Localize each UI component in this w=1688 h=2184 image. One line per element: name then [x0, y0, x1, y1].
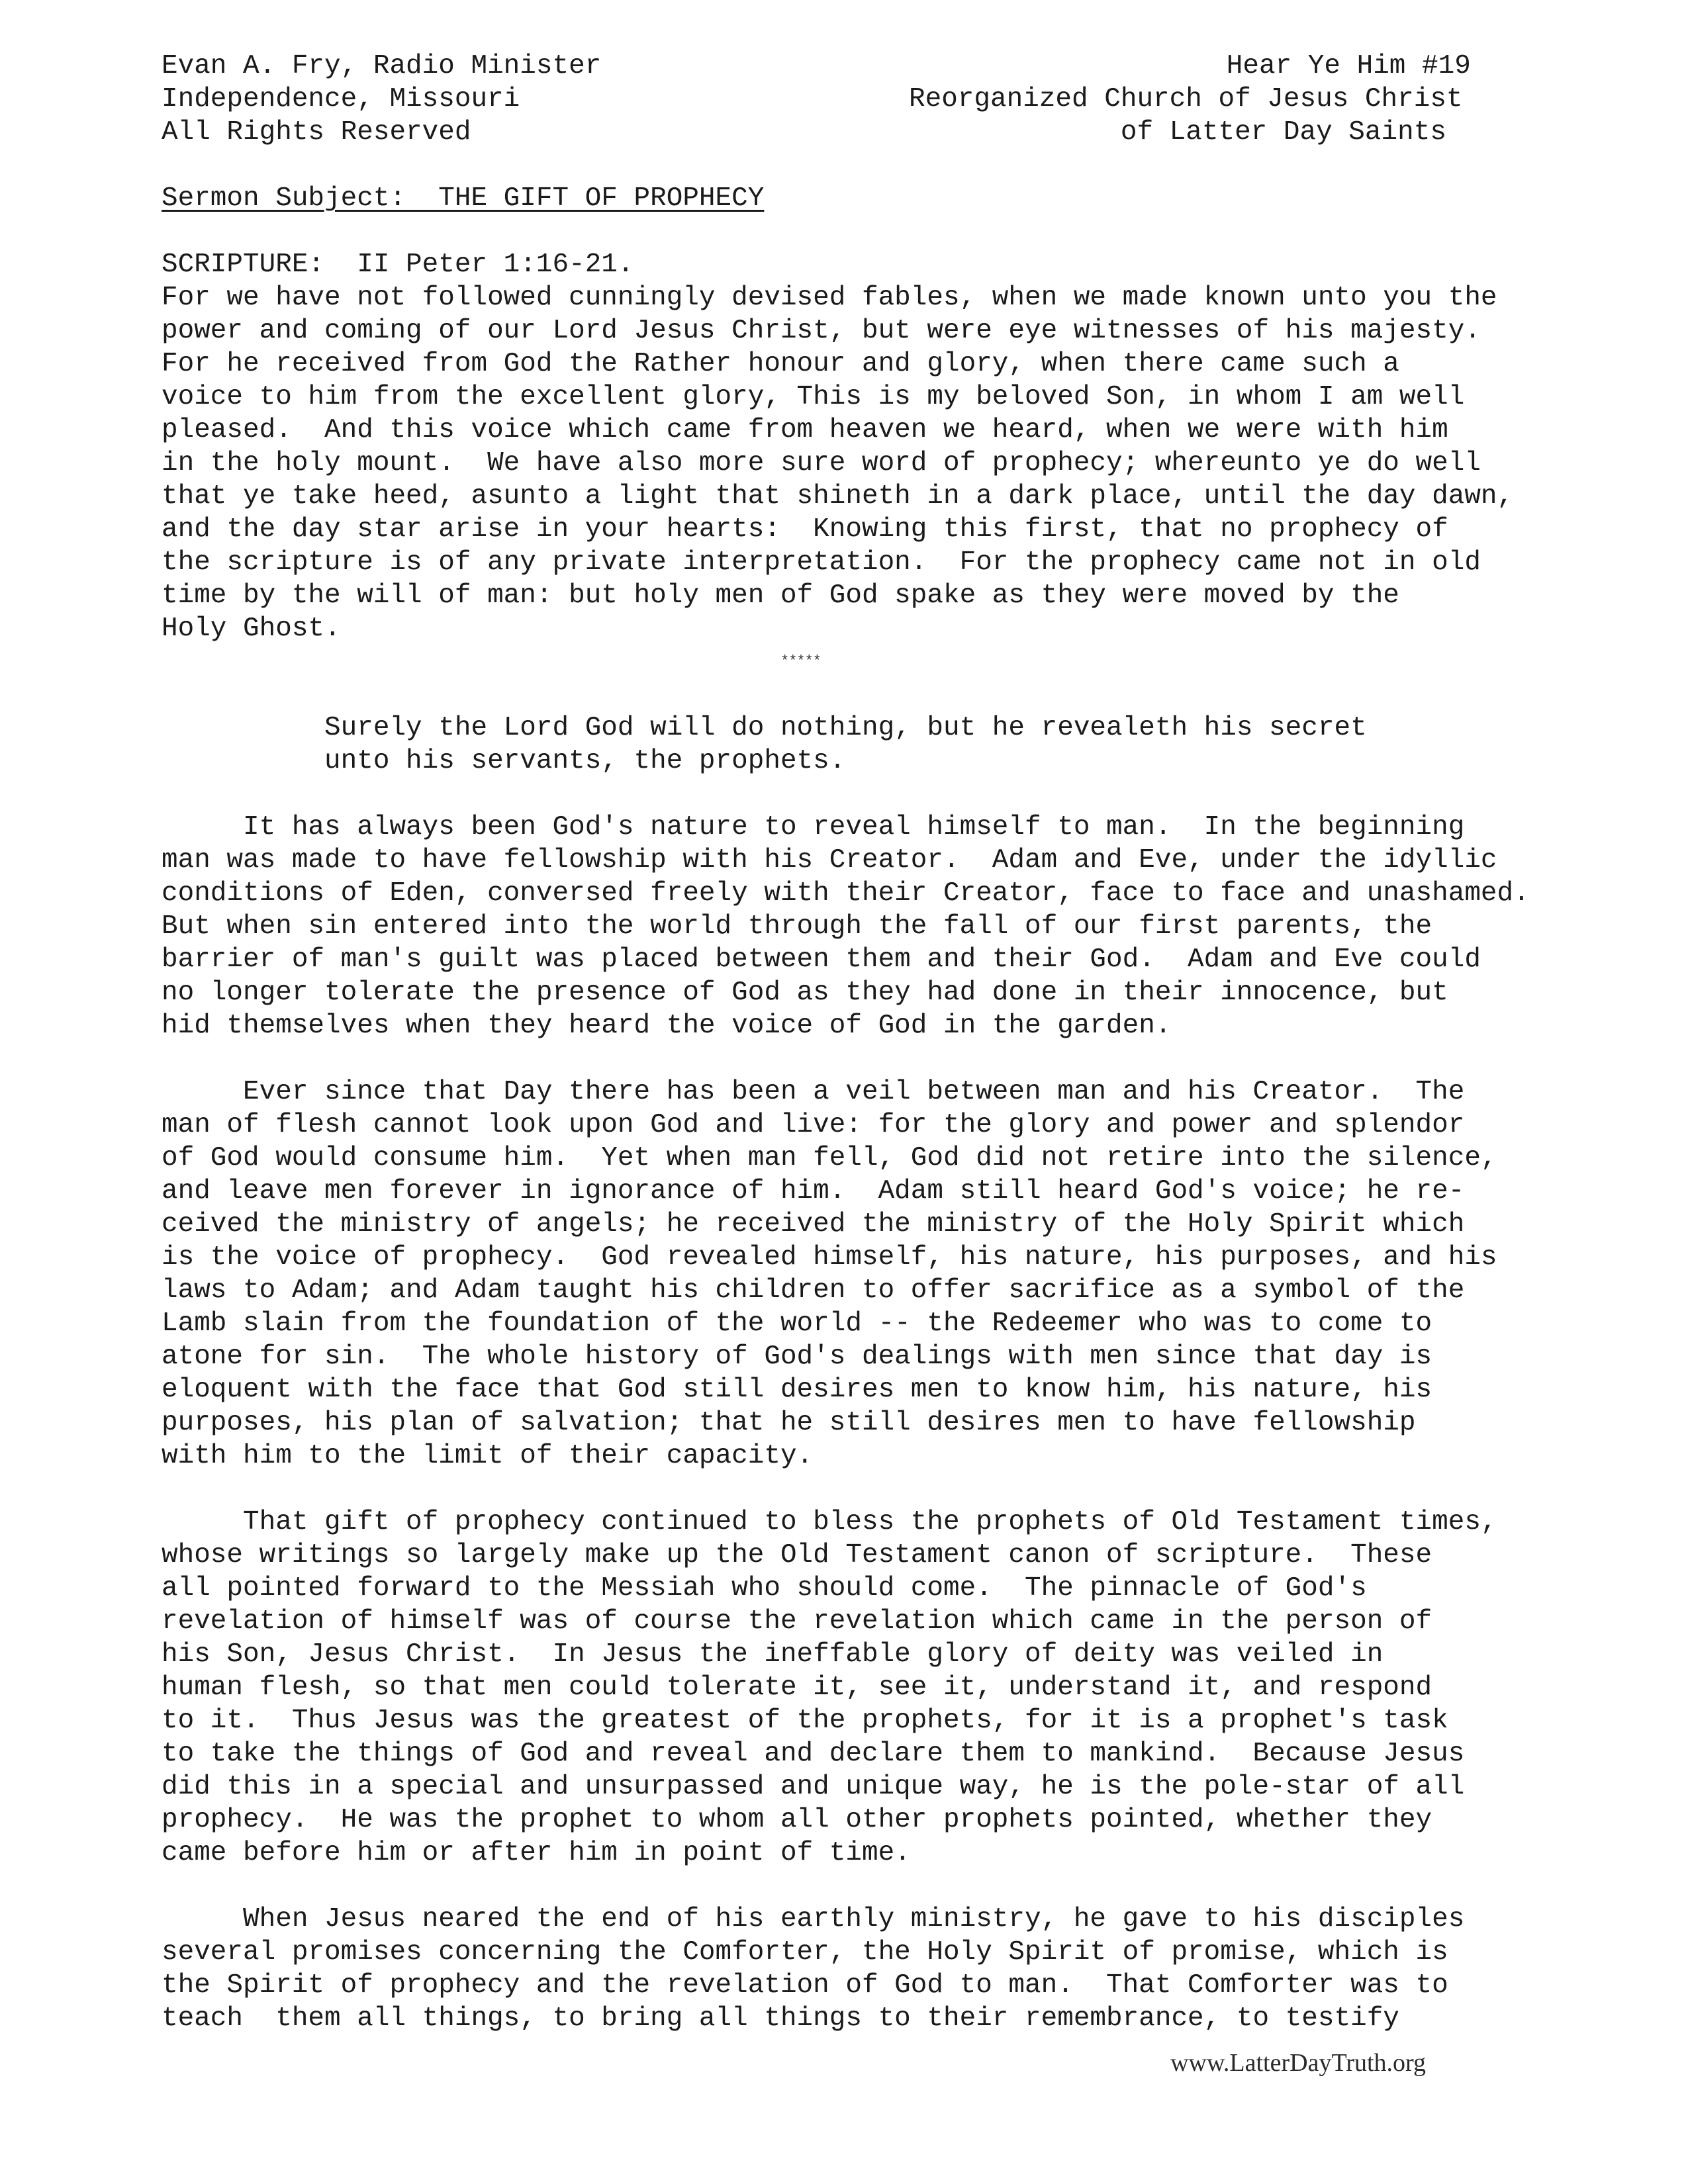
paragraph-line: When Jesus neared the end of his earthly ministry, he gave to his disciples — [243, 1904, 1465, 1934]
sermon-subject-text: Sermon Subject: THE GIFT OF PROPHECY — [162, 183, 765, 214]
paragraph-4 — [162, 1903, 1585, 2035]
paragraph-1 — [162, 811, 1585, 1042]
paragraph-line: several promises concerning the Comforter, the Holy Spirit of promise, which is — [162, 1937, 1448, 1968]
scripture-passage — [162, 281, 1585, 645]
paragraph-line: no longer tolerate the presence of God as they had done in their innocence, but — [162, 978, 1448, 1008]
scripture-line: that ye take heed, asunto a light that shineth in a dark place, until the day dawn, — [162, 481, 1514, 512]
blank-line — [162, 778, 1585, 811]
document-header — [162, 50, 1585, 149]
paragraph-line: to it. Thus Jesus was the greatest of the prophets, for it is a prophet's task — [162, 1706, 1448, 1736]
paragraph-line: barrier of man's guilt was placed between them and their God. Adam and Eve could — [162, 944, 1481, 975]
paragraph-line: conditions of Eden, conversed freely with their Creator, face to face and unashamed. — [162, 878, 1530, 909]
scripture-line: For he received from God the Rather honour and glory, when there came such a — [162, 349, 1399, 379]
paragraph-line: prophecy. He was the prophet to whom all other prophets pointed, whether they — [162, 1805, 1432, 1835]
scripture-line: Holy Ghost. — [162, 614, 341, 644]
series-line: Reorganized Church of Jesus Christ — [909, 84, 1463, 114]
scripture-line: power and coming of our Lord Jesus Christ, but were eye witnesses of his majesty. — [162, 316, 1481, 346]
document-page — [162, 50, 1585, 2035]
paragraph-line: teach them all things, to bring all things to their remembrance, to testify — [162, 2003, 1399, 2034]
paragraph-line: is the voice of prophecy. God revealed himself, his nature, his purposes, and his — [162, 1242, 1497, 1273]
paragraph-line: man was made to have fellowship with his Creator. Adam and Eve, under the idyllic — [162, 845, 1497, 876]
blank-line — [162, 1473, 1585, 1506]
paragraph-line: laws to Adam; and Adam taught his children to offer sacrifice as a symbol of the — [162, 1275, 1465, 1306]
paragraph-line: atone for sin. The whole history of God's dealings with men since that day is — [162, 1342, 1432, 1372]
author-block — [162, 50, 601, 149]
paragraph-line: did this in a special and unsurpassed and unique way, he is the pole-star of all — [162, 1772, 1465, 1802]
author-line: Independence, Missouri — [162, 84, 520, 114]
paragraph-line: But when sin entered into the world through the fall of our first parents, the — [162, 911, 1432, 942]
paragraph-line: whose writings so largely make up the Old Testament canon of scripture. These — [162, 1540, 1432, 1570]
scripture-line: the scripture is of any private interpretation. For the prophecy came not in old — [162, 547, 1481, 578]
author-line: All Rights Reserved — [162, 117, 471, 148]
paragraph-line: of God would consume him. Yet when man fell, God did not retire into the silence, — [162, 1143, 1497, 1173]
paragraph-line: man of flesh cannot look upon God and live: for the glory and power and splendor — [162, 1110, 1465, 1140]
paragraph-2 — [162, 1075, 1585, 1473]
paragraph-3 — [162, 1506, 1585, 1870]
scripture-line: For we have not followed cunningly devised fables, when we made known unto you the — [162, 283, 1497, 313]
author-line: Evan A. Fry, Radio Minister — [162, 51, 602, 81]
blank-line — [162, 149, 1585, 182]
paragraph-line: the Spirit of prophecy and the revelation of God to man. That Comforter was to — [162, 1970, 1448, 2001]
scripture-reference: SCRIPTURE: II Peter 1:16-21. — [162, 250, 634, 280]
footer-url: www.LatterDayTruth.org — [1170, 2049, 1426, 2077]
series-line: Hear Ye Him #19 — [1226, 51, 1471, 81]
blank-line — [162, 1042, 1585, 1075]
scripture-line: and the day star arise in your hearts: Knowing this first, that no prophecy of — [162, 514, 1448, 545]
scripture-line: time by the will of man: but holy men of God spake as they were moved by the — [162, 580, 1399, 611]
quote-line: unto his servants, the prophets. — [324, 746, 846, 776]
section-separator: ***** — [780, 653, 821, 670]
paragraph-line: hid themselves when they heard the voice of God in the garden. — [162, 1011, 1172, 1041]
series-line: of Latter Day Saints — [1120, 117, 1446, 148]
paragraph-line: Ever since that Day there has been a veil between man and his Creator. The — [243, 1077, 1465, 1107]
paragraph-line: That gift of prophecy continued to bless the prophets of Old Testament times, — [243, 1507, 1497, 1537]
sermon-subject — [162, 182, 1585, 215]
paragraph-line: with him to the limit of their capacity. — [162, 1441, 814, 1471]
paragraph-line: and leave men forever in ignorance of him. Adam still heard God's voice; he re- — [162, 1176, 1465, 1206]
scripture-line: in the holy mount. We have also more sure word of prophecy; whereunto ye do well — [162, 448, 1481, 478]
paragraph-line: eloquent with the face that God still desires men to know him, his nature, his — [162, 1375, 1432, 1405]
paragraph-line: Lamb slain from the foundation of the world -- the Redeemer who was to come to — [162, 1308, 1432, 1339]
paragraph-line: It has always been God's nature to reveal himself to man. In the beginning — [243, 812, 1465, 842]
series-block — [909, 50, 1471, 149]
epigraph-quote — [162, 711, 1585, 778]
paragraph-line: came before him or after him in point of time. — [162, 1838, 911, 1868]
paragraph-line: ceived the ministry of angels; he received the ministry of the Holy Spirit which — [162, 1209, 1465, 1240]
paragraph-line: his Son, Jesus Christ. In Jesus the ineffable glory of deity was veiled in — [162, 1639, 1383, 1670]
blank-line — [162, 678, 1585, 711]
paragraph-line: all pointed forward to the Messiah who should come. The pinnacle of God's — [162, 1573, 1367, 1604]
blank-line — [162, 215, 1585, 248]
scripture-line: voice to him from the excellent glory, This is my beloved Son, in whom I am well — [162, 382, 1465, 412]
blank-line — [162, 1870, 1585, 1903]
paragraph-line: to take the things of God and reveal and declare them to mankind. Because Jesus — [162, 1739, 1465, 1769]
paragraph-line: human flesh, so that men could tolerate it, see it, understand it, and respond — [162, 1672, 1432, 1703]
paragraph-line: purposes, his plan of salvation; that he still desires men to have fellowship — [162, 1408, 1416, 1438]
quote-line: Surely the Lord God will do nothing, but he revealeth his secret — [324, 713, 1367, 743]
scripture-line: pleased. And this voice which came from heaven we heard, when we were with him — [162, 415, 1448, 445]
paragraph-line: revelation of himself was of course the revelation which came in the person of — [162, 1606, 1432, 1637]
